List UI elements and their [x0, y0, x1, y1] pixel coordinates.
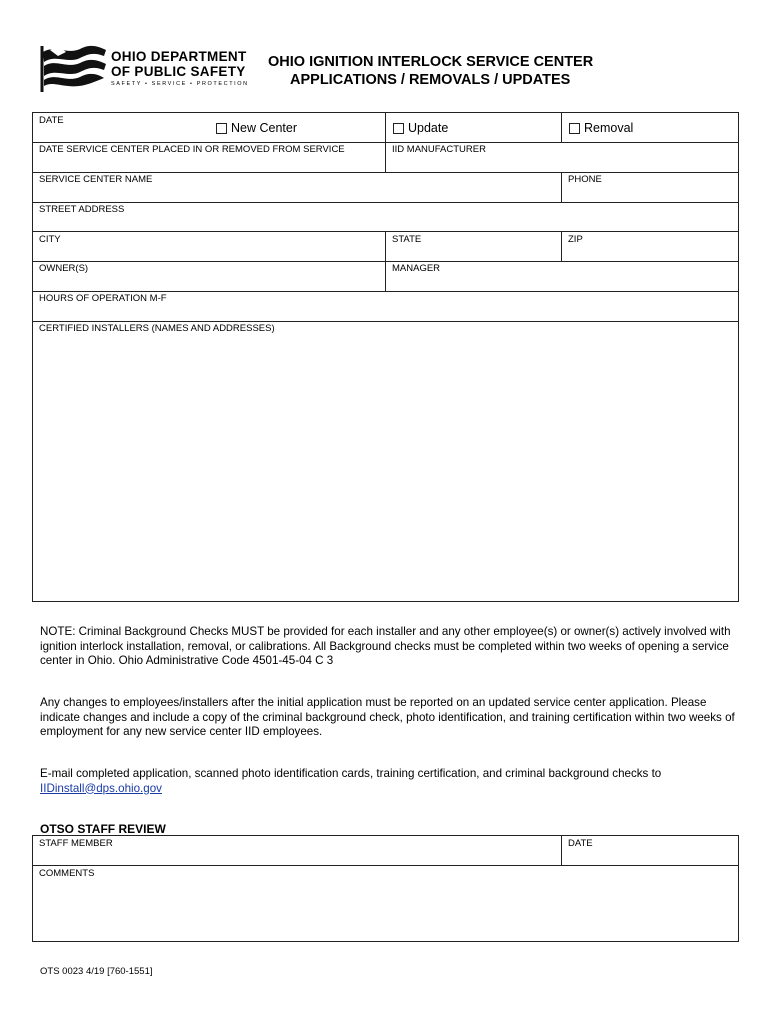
- street-address-label: STREET ADDRESS: [39, 204, 125, 215]
- col-divider: [561, 112, 562, 142]
- checkbox-box-icon[interactable]: [393, 123, 404, 134]
- note-text: E-mail completed application, scanned photo identification cards, training certification, and criminal background checks to: [40, 767, 662, 780]
- staff-review-grid: [32, 835, 739, 942]
- note-text: Any changes to employees/installers after the initial application must be reported on an updated service center application. Please indicate changes and include a copy of the criminal background check, photo identification, and training certification within two weeks of employment for any new service center IID employees.: [40, 696, 735, 738]
- logo-text-line1: OHIO DEPARTMENT: [111, 49, 247, 64]
- owners-label: OWNER(S): [39, 263, 89, 274]
- state-label: STATE: [392, 234, 422, 245]
- col-divider: [385, 112, 386, 172]
- col-divider: [385, 231, 386, 291]
- service-center-name-label: SERVICE CENTER NAME: [39, 174, 153, 185]
- flag-emblem-icon: [38, 42, 110, 94]
- checkbox-box-icon[interactable]: [569, 123, 580, 134]
- row-divider: [32, 865, 739, 866]
- zip-label: ZIP: [568, 234, 583, 245]
- row-divider: [32, 291, 739, 292]
- row-divider: [32, 172, 739, 173]
- removal-checkbox[interactable]: [569, 121, 633, 135]
- email-link[interactable]: IIDinstall@dps.ohio.gov: [40, 781, 162, 795]
- email-instructions: [40, 767, 740, 796]
- hours-of-operation-label: HOURS OF OPERATION M-F: [39, 293, 167, 304]
- form-title-line2: APPLICATIONS / REMOVALS / UPDATES: [290, 72, 571, 88]
- phone-label: PHONE: [568, 174, 602, 185]
- update-checkbox[interactable]: [393, 121, 448, 135]
- review-date-label: DATE: [568, 838, 593, 849]
- changes-note: [40, 696, 740, 740]
- comments-label: COMMENTS: [39, 868, 95, 879]
- manager-label: MANAGER: [392, 263, 441, 274]
- row-divider: [32, 321, 739, 322]
- iid-manufacturer-label: IID MANUFACTURER: [392, 144, 486, 155]
- staff-member-label: STAFF MEMBER: [39, 838, 113, 849]
- col-divider: [561, 172, 562, 202]
- form-title-line1: OHIO IGNITION INTERLOCK SERVICE CENTER: [268, 54, 594, 70]
- background-check-note: [40, 625, 740, 669]
- form-code: OTS 0023 4/19 [760-1551]: [40, 966, 153, 977]
- note-text: NOTE: Criminal Background Checks MUST be provided for each installer and any other employee(s) or owner(s) actively involved with ignition interlock installation, removal, or calibrations. All Background checks must be completed within two weeks of opening a service center in Ohio. Ohio Administrative Code 4501-45-04 C 3: [40, 625, 731, 667]
- city-label: CITY: [39, 234, 61, 245]
- certified-installers-label: CERTIFIED INSTALLERS (NAMES AND ADDRESSES): [39, 323, 275, 334]
- application-form-grid: [32, 112, 739, 602]
- update-label: Update: [408, 121, 449, 135]
- date-field-label: DATE: [39, 115, 64, 126]
- logo-tagline: SAFETY • SERVICE • PROTECTION: [111, 81, 249, 87]
- date-placed-label: DATE SERVICE CENTER PLACED IN OR REMOVED FROM SERVICE: [39, 144, 345, 155]
- logo-text-line2: OF PUBLIC SAFETY: [111, 64, 246, 79]
- staff-review-heading: OTSO STAFF REVIEW: [40, 822, 166, 836]
- col-divider: [561, 835, 562, 865]
- row-divider: [32, 202, 739, 203]
- removal-label: Removal: [584, 121, 634, 135]
- new-center-label: New Center: [231, 121, 297, 135]
- new-center-checkbox[interactable]: [216, 121, 297, 135]
- col-divider: [561, 231, 562, 261]
- checkbox-box-icon[interactable]: [216, 123, 227, 134]
